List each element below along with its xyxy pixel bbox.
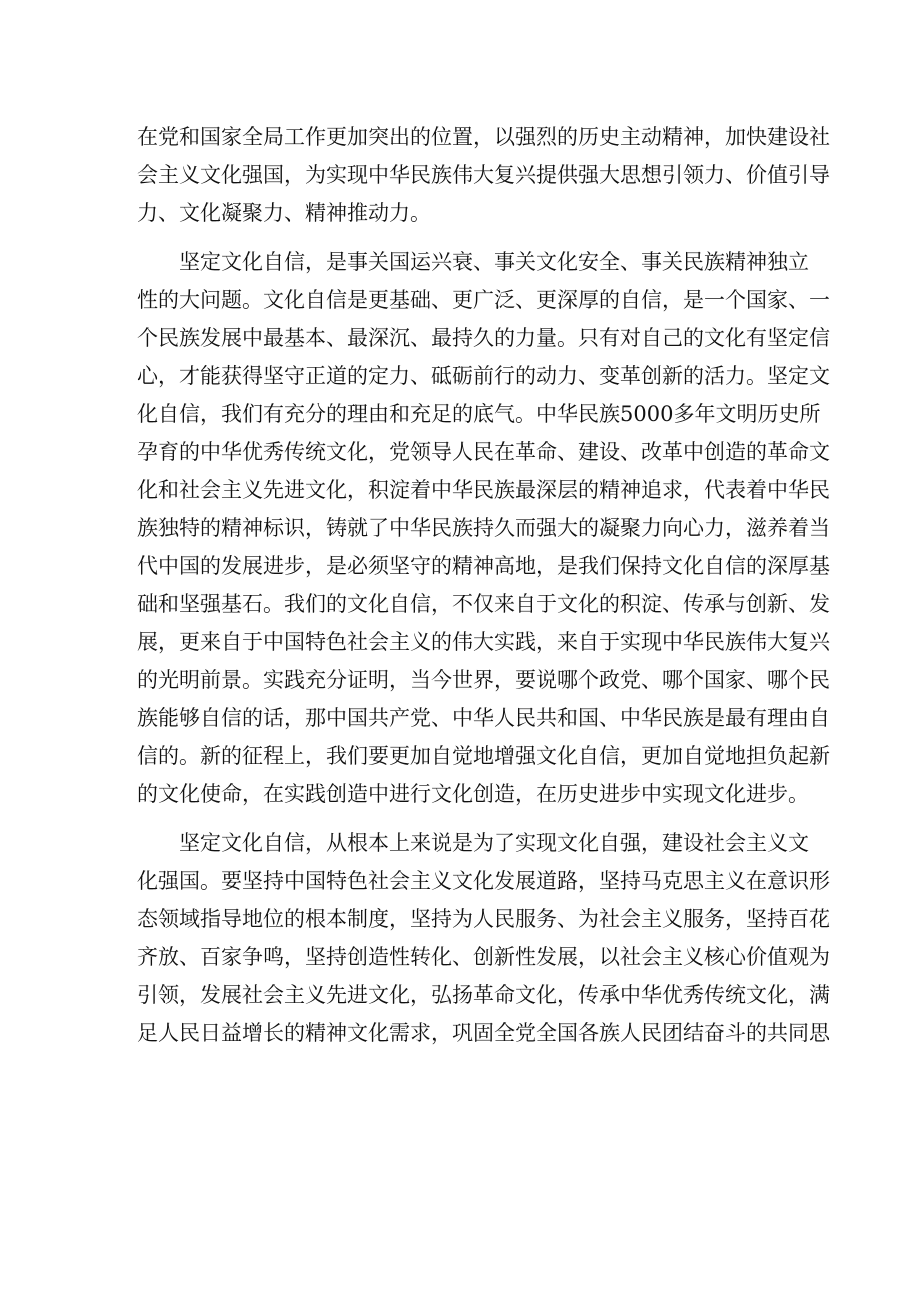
paragraph-2-line-9: 代中国的发展进步，是必须坚守的精神高地，是我们保持文化自信的深厚基 xyxy=(137,554,830,578)
paragraph-2-line-7: 化和社会主义先进文化，积淀着中华民族最深层的精神追求，代表着中华民 xyxy=(137,478,830,502)
paragraph-2-line-13: 族能够自信的话，那中国共产党、中华人民共和国、中华民族是最有理由自 xyxy=(137,706,830,730)
paragraph-2-line-10: 础和坚强基石。我们的文化自信，不仅来自于文化的积淀、传承与创新、发 xyxy=(137,592,830,616)
paragraph-3-line-1: 坚定文化自信，从根本上来说是为了实现文化自强，建设社会主义文 xyxy=(179,831,809,855)
paragraph-2-line-4: 心，才能获得坚守正道的定力、砥砺前行的动力、变革创新的活力。坚定文 xyxy=(137,364,830,388)
paragraph-2-line-5: 化自信，我们有充分的理由和充足的底气。中华民族5000多年文明历史所 xyxy=(137,402,821,426)
paragraph-2-line-3: 个民族发展中最基本、最深沉、最持久的力量。只有对自己的文化有坚定信 xyxy=(137,326,830,350)
paragraph-2-line-1: 坚定文化自信，是事关国运兴衰、事关文化安全、事关民族精神独立 xyxy=(179,250,809,274)
paragraph-3-line-2: 化强国。要坚持中国特色社会主义文化发展道路，坚持马克思主义在意识形 xyxy=(137,869,830,893)
paragraph-1-line-2: 会主义文化强国，为实现中华民族伟大复兴提供强大思想引领力、价值引导 xyxy=(137,163,830,187)
paragraph-3-line-5: 引领，发展社会主义先进文化，弘扬革命文化，传承中华优秀传统文化，满 xyxy=(137,983,830,1007)
paragraph-2-line-15: 的文化使命，在实践创造中进行文化创造，在历史进步中实现文化进步。 xyxy=(137,782,809,806)
paragraph-1-line-3: 力、文化凝聚力、精神推动力。 xyxy=(137,201,431,225)
paragraph-2-line-8: 族独特的精神标识，铸就了中华民族持久而强大的凝聚力向心力，滋养着当 xyxy=(137,516,830,540)
paragraph-3-line-6: 足人民日益增长的精神文化需求，巩固全党全国各族人民团结奋斗的共同思 xyxy=(137,1021,830,1045)
paragraph-2-line-2: 性的大问题。文化自信是更基础、更广泛、更深厚的自信，是一个国家、一 xyxy=(137,288,830,312)
paragraph-2-line-12: 的光明前景。实践充分证明，当今世界，要说哪个政党、哪个国家、哪个民 xyxy=(137,668,830,692)
paragraph-3-line-3: 态领域指导地位的根本制度，坚持为人民服务、为社会主义服务，坚持百花 xyxy=(137,907,830,931)
paragraph-1-line-1: 在党和国家全局工作更加突出的位置，以强烈的历史主动精神，加快建设社 xyxy=(137,125,830,149)
paragraph-3-line-4: 齐放、百家争鸣，坚持创造性转化、创新性发展，以社会主义核心价值观为 xyxy=(137,945,830,969)
paragraph-2-line-6: 孕育的中华优秀传统文化，党领导人民在革命、建设、改革中创造的革命文 xyxy=(137,440,830,464)
paragraph-2-line-11: 展，更来自于中国特色社会主义的伟大实践，来自于实现中华民族伟大复兴 xyxy=(137,630,830,654)
paragraph-2-line-14: 信的。新的征程上，我们要更加自觉地增强文化自信，更加自觉地担负起新 xyxy=(137,744,830,768)
